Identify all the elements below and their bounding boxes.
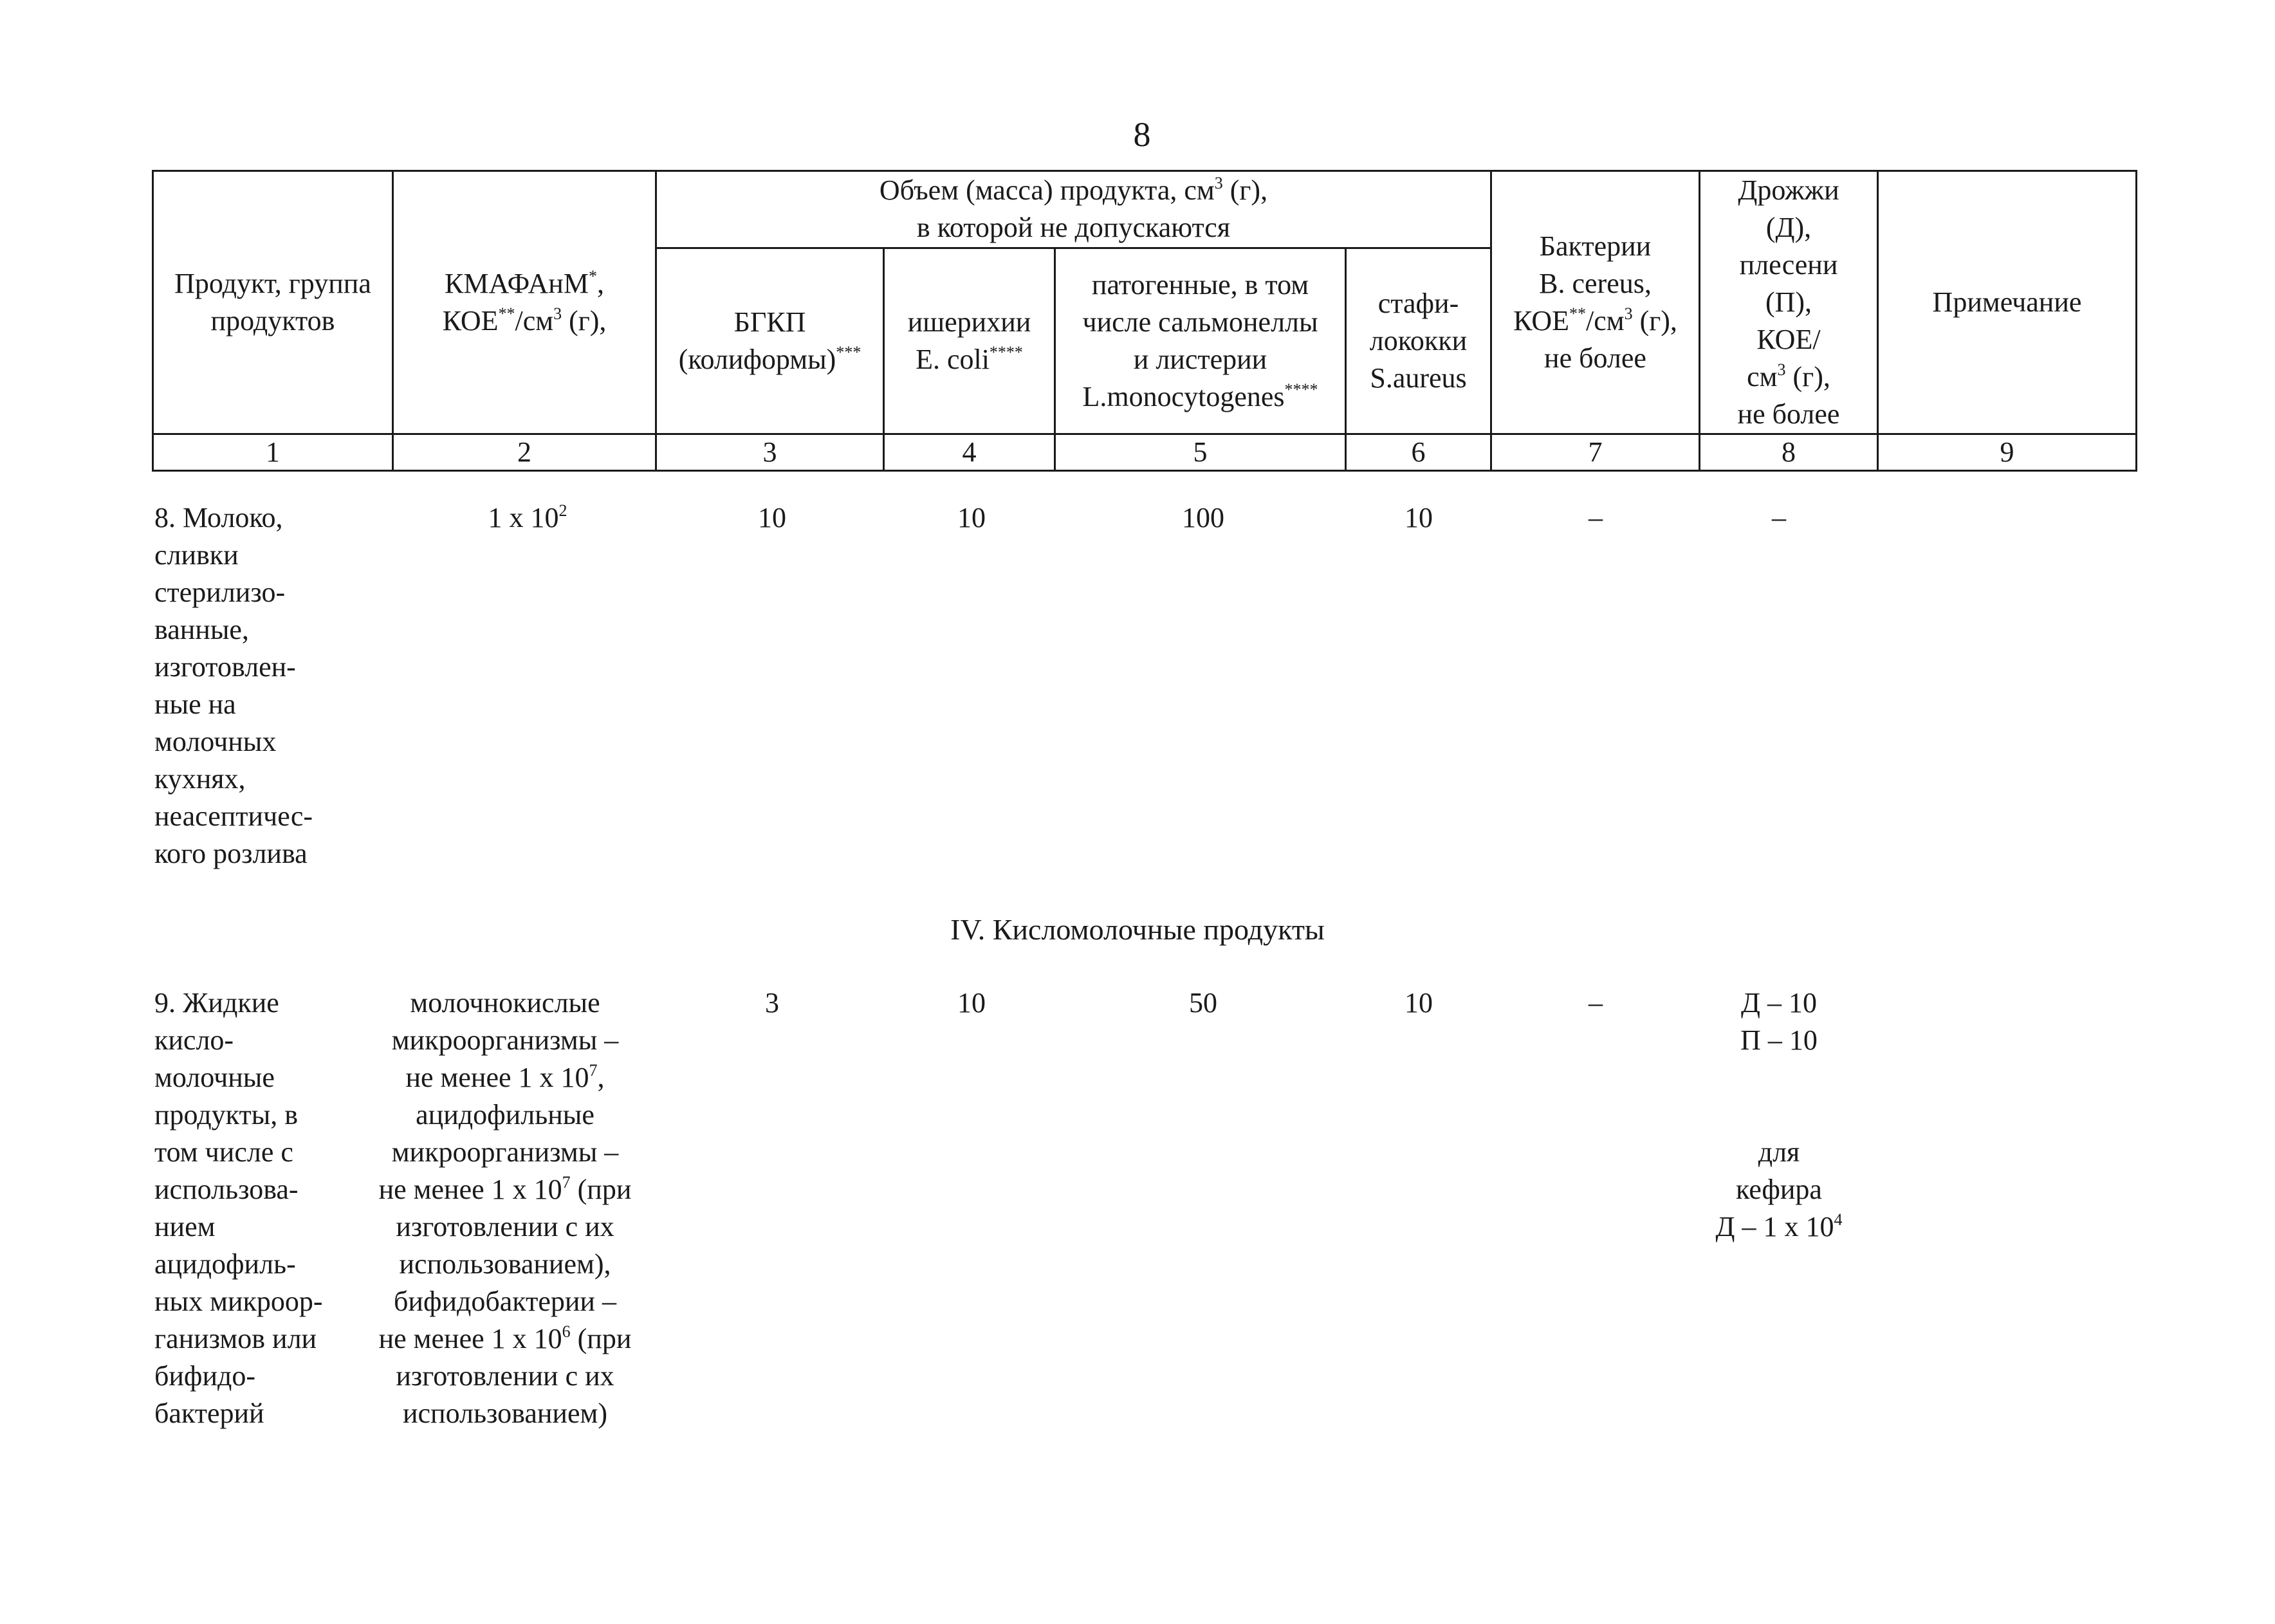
row8-bgkp: 10	[758, 502, 786, 533]
column-number: 2	[393, 434, 656, 471]
header-pathogens: патогенные, в том числе сальмонеллы и листерии L.monocytogenes****	[1055, 248, 1346, 434]
page-number: 8	[1133, 115, 1151, 154]
header-saureus: стафи- лококки S.aureus	[1346, 248, 1491, 434]
row9-bgkp: 3	[765, 987, 779, 1019]
header-bgkp: БГКП (колиформы)***	[656, 248, 884, 434]
row9-yeast: Д – 10 П – 10 для кефира Д – 1 x $10^4$	[1715, 987, 1843, 1242]
row9-saureus: 10	[1405, 987, 1433, 1019]
header-volume-group: Объем (масса) продукта, $см^3$ (г), в которой не допускаются	[656, 171, 1491, 248]
column-number: 1	[153, 434, 393, 471]
column-number: 7	[1491, 434, 1700, 471]
row8-bcereus: –	[1589, 502, 1603, 533]
column-numbers-row	[153, 434, 2137, 471]
column-number: 5	[1055, 434, 1346, 471]
header-ecoli: ишерихии E. coli****	[884, 248, 1055, 434]
header-bcereus: Бактерии B. cereus, $КОЕ^{**}/см^3$ (г), не более	[1491, 171, 1700, 434]
column-number: 4	[884, 434, 1055, 471]
row9-kmafanm: молочнокислые микроорганизмы – не менее 1 x $10^7$, ацидофильные микроорганизмы – не менее 1 x $10^7$ (при изготовлении с их использованием), бифидобактерии – не менее 1 x $10^6$ (при изготовлении с их использованием)	[378, 987, 632, 1429]
row9-bcereus: –	[1589, 987, 1603, 1019]
header-product: Продукт, группа продуктов	[153, 171, 393, 434]
row8-product: 8. Молоко, сливки стерилизо- ванные, изготовлен- ные на молочных кухнях, неасептичес- кого розлива	[154, 502, 313, 869]
row8-yeast: –	[1772, 502, 1786, 533]
row8-kmafanm: 1 x $10^2$	[488, 501, 567, 533]
column-number: 8	[1700, 434, 1878, 471]
header-yeast-mold: Дрожжи (Д), плесени (П), КОЕ/ $см^3$ (г), не более	[1700, 171, 1878, 434]
section-title: IV. Кисломолочные продукты	[950, 913, 1325, 946]
row8-ecoli: 10	[957, 502, 986, 533]
row9-product: 9. Жидкие кисло- молочные продукты, в том числе с использова- нием ацидофиль- ных микроор- ганизмов или бифидо- бактерий	[154, 987, 323, 1429]
header-kmafanm: КМАФАнМ*, $КОЕ^{**}/см^3$ (г),	[393, 171, 656, 434]
row9-pathogens: 50	[1189, 987, 1217, 1019]
column-number: 6	[1346, 434, 1491, 471]
header-table	[152, 170, 2137, 472]
column-number: 9	[1878, 434, 2137, 471]
row8-pathogens: 100	[1182, 502, 1224, 533]
row8-saureus: 10	[1405, 502, 1433, 533]
header-note: Примечание	[1878, 171, 2137, 434]
row9-ecoli: 10	[957, 987, 986, 1019]
column-number: 3	[656, 434, 884, 471]
